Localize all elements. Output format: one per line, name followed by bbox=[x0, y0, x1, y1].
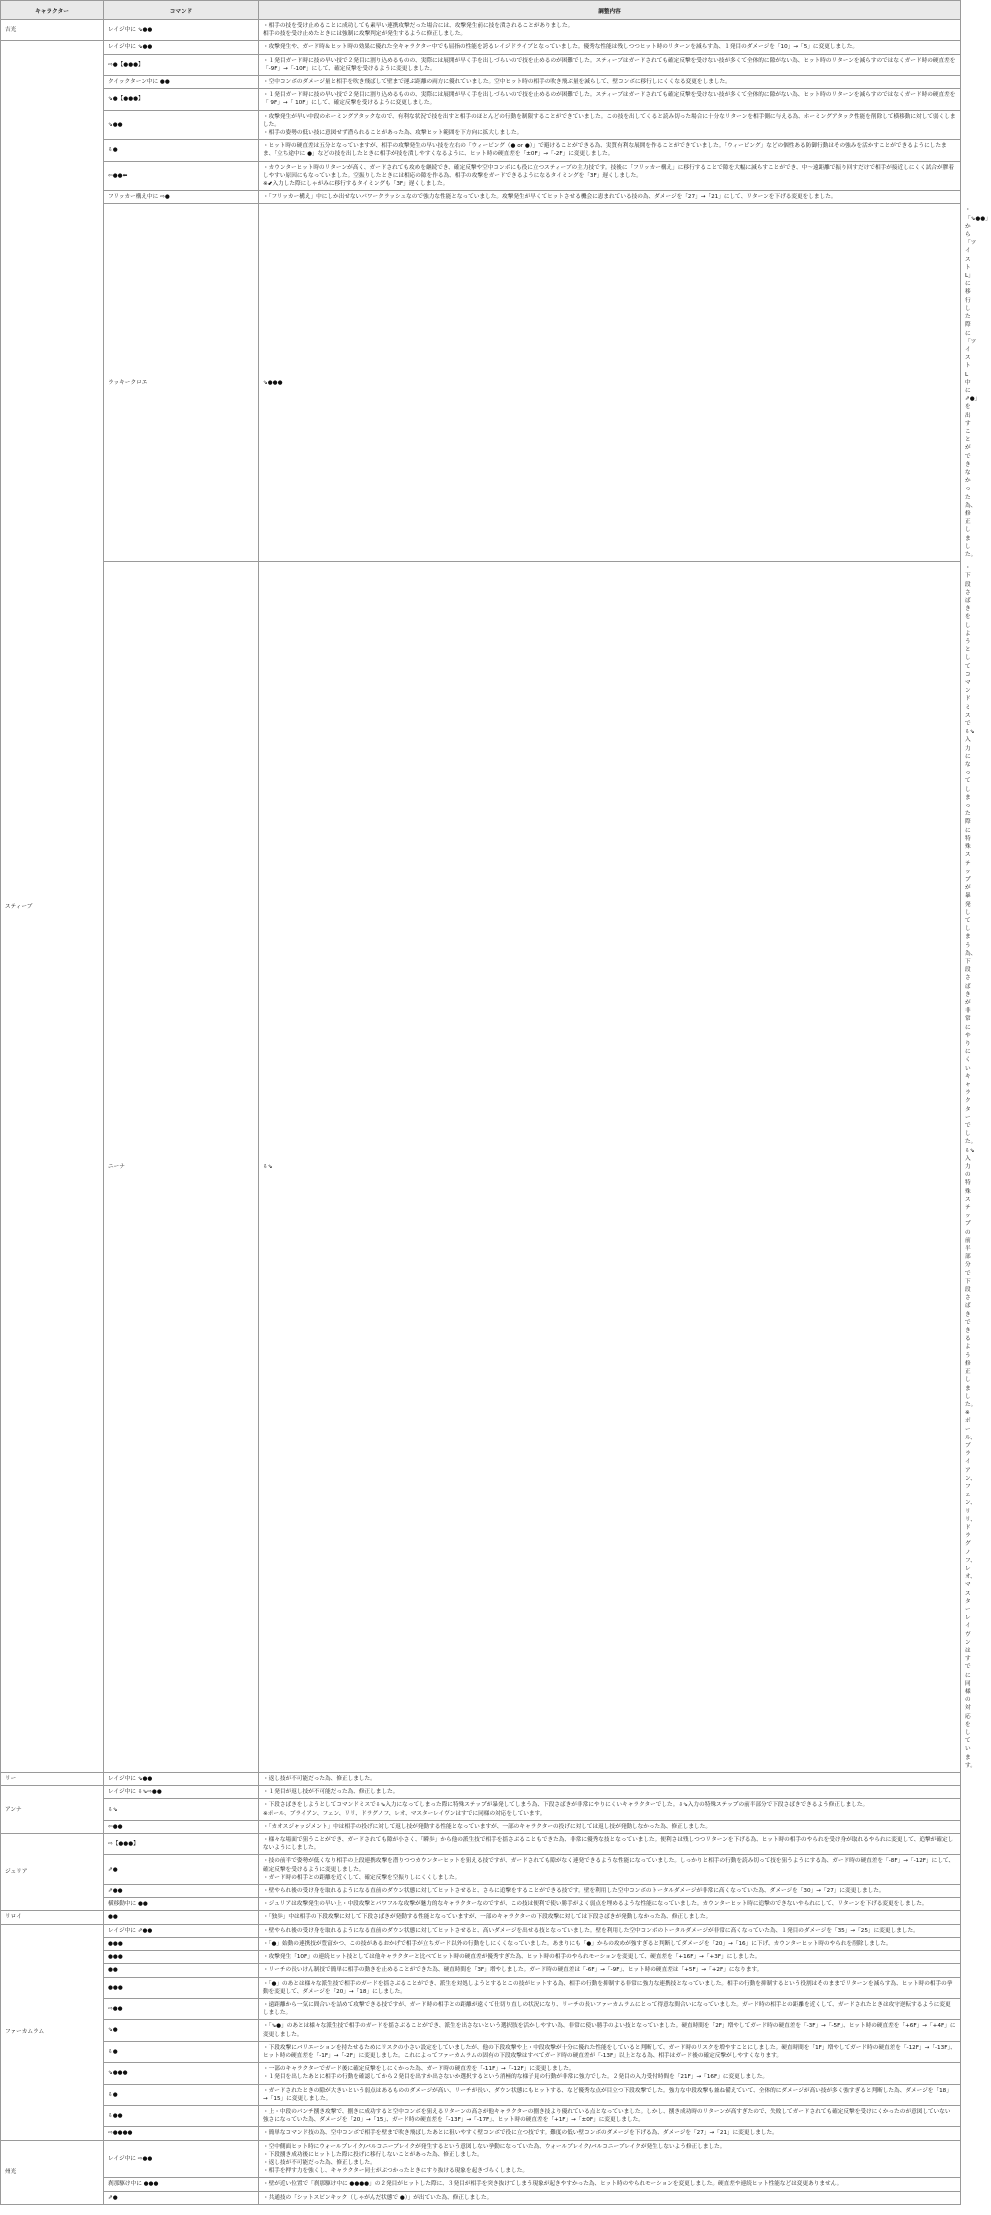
adjustment-content bbox=[259, 140, 961, 161]
character-name: 州光 bbox=[1, 2140, 104, 2204]
adjustment-line: ・「●」始動の連携技が豊富かつ、この技があるおかげで相手が立ちガード以外の行動をしにくくなっていました。あまりにも「●」からの攻めが強すぎると判断してダメージを「20」→「16」に下げ、カウンターヒット時のやられを削除しました。 bbox=[263, 1940, 892, 1947]
table-row bbox=[1, 1898, 961, 1911]
command-cell: ⇘●【●●●】 bbox=[104, 89, 259, 110]
adjustment-content bbox=[259, 2140, 961, 2178]
table-row bbox=[1, 2127, 961, 2140]
character-name: アンナ bbox=[1, 1786, 104, 1834]
adjustment-content bbox=[259, 1998, 961, 2019]
adjustment-line: ・ジュリアは攻撃発生の早い上・中段攻撃とパワフルな攻撃が魅力的なキャラクターなのですが、この技は便利で使い勝手がよく弱点を埋めるような性能になっていました。カウンターヒット時に追撃のできないやられにして、リターンを下げる変更をしました。 bbox=[263, 1901, 928, 1908]
adjustment-content bbox=[259, 2084, 961, 2105]
table-row bbox=[1, 1998, 961, 2019]
adjustment-line: ・「独歩」中は相手の下段攻撃に対して下段さばきが発動する性能となっていますが、一部のキャラクターの下段攻撃に対しては下段さばきが発動しなかった為、修正しました。 bbox=[263, 1914, 712, 1921]
table-row bbox=[1, 1773, 961, 1786]
command-cell: クイックターン中に ●● bbox=[104, 76, 259, 89]
adjustment-line: ・「⇘●」のあとは様々な派生技で相手のガードを揺さぶることができ、派生を出さないという選択肢を活かしやすい為、非常に使い勝手のよい技となっていました。硬直時間を「2F」増やしてガード時の硬直差を「-3F」→「-5F」、ヒット時の硬直差を「+6F」→「+4F」に変更しました。 bbox=[263, 2023, 956, 2038]
adjustment-line: ・壁やられ後の受け身を取れるようになる直前のダウン状態に対してヒットさせると、さらに追撃をすることができる技です。壁を利用した空中コンボのトータルダメージが非常に高くなっていた為、ダメージを「30」→「27」に変更しました。 bbox=[263, 1888, 885, 1895]
command-cell: ⇨●●●● bbox=[104, 2127, 259, 2140]
command-cell: レイジ中に ⇘●● bbox=[104, 41, 259, 54]
character-name: ニーナ bbox=[104, 562, 259, 1773]
character-name: ラッキークロエ bbox=[104, 204, 259, 562]
adjustment-line: ・返し技が不可能だった為、修正しました。 bbox=[263, 2159, 376, 2166]
adjustment-content bbox=[259, 1911, 961, 1924]
table-row bbox=[1, 2063, 961, 2084]
character-name: リロイ bbox=[1, 1911, 104, 1924]
adjustment-content bbox=[259, 1820, 961, 1833]
command-cell: ⇗●● bbox=[104, 1885, 259, 1898]
table-row bbox=[1, 41, 961, 54]
command-cell: ●● bbox=[104, 1964, 259, 1977]
command-cell: ●●● bbox=[104, 1951, 259, 1964]
table-row: ニーナ ⇩⇘ ・下段さばきをしようとしてコマンドミスで⇩⇘入力になってしまった際に特殊ステップが暴発してしまう為、下段さばきが非常にやりにくいキャラクターでした。⇩⇘入力の特殊ステップの前半部分で下段さばきできるよう修正しました。 ※ポール、ブライアン、フェン、リリ、ドラグノフ、レオ、マスターレイヴンはすでに同様の対応をしています。 bbox=[1, 562, 961, 1773]
character-name: 吉光 bbox=[1, 20, 104, 41]
adjustment-line: ・共通技の「シットスピンキック（しゃがんだ状態で ●）」が出ていた為、修正しました。 bbox=[263, 2194, 493, 2201]
adjustment-content bbox=[259, 2105, 961, 2126]
adjustment-line: ・攻撃発生が早い中段のホーミングアタックなので、有利な状況で技を出すと相手のほとんどの行動を制限することができていました。この技を出してくると読み切った場合に十分なリターンを相手側に与える為、ホーミングアタック性能を削除して横移動に対して弱くしました。 bbox=[263, 113, 956, 128]
command-cell: ⇨●● bbox=[104, 1998, 259, 2019]
adjustment-line: ※ポール、ブライアン、フェン、リリ、ドラグノフ、レオ、マスターレイヴンはすでに同様の対応をしています。 bbox=[263, 1810, 546, 1817]
character-name: ファーカムラム bbox=[1, 1924, 104, 2140]
adjustment-line: ・攻撃発生「10F」の連続ヒット技としては他キャラクターと比べてヒット時の硬直差が優秀すぎた為、ヒット時の相手のやられモーションを変更して、硬直差を「+16F」→「+3F」にしました。 bbox=[263, 1954, 761, 1961]
adjustment-content bbox=[259, 1951, 961, 1964]
command-cell: 刹那駆け中に ●●● bbox=[104, 2178, 259, 2191]
adjustment-content bbox=[259, 2127, 961, 2140]
adjustment-line: ・様々な場面で狙うことができ、ガードされても隙が小さく、「瞬歩」から他の派生技で相手を揺さぶることもできた為、非常に優秀な技となっていました。便利さは残しつつリターンを下げる為、ヒット時の相手のやられを受け身が取れるやられに変更して、追撃が確定しないようにしました。 bbox=[263, 1837, 954, 1852]
command-cell: ⇨●【●●●】 bbox=[104, 54, 259, 75]
adjustment-line: ・相手の姿勢の低い技に意図せず潜られることがあった為、攻撃ヒット範囲を下方向に拡大しました。 bbox=[263, 130, 523, 137]
command-cell: ⇘●●● bbox=[259, 204, 961, 562]
command-cell: ⇦●● bbox=[104, 1820, 259, 1833]
adjustment-content bbox=[259, 89, 961, 110]
adjustment-line: ・ガードされたときの隙が大きいという弱点はあるもののダメージが高い、リーチが長い、ダウン状態にもヒットする、など優秀な点が目立つ下段攻撃でした。強力な中段攻撃も兼ね備えていて、全体的にダメージが高い技が多く強すぎると判断した為、ダメージを「18」→「15」に変更しました。 bbox=[263, 2087, 952, 2102]
table-row bbox=[1, 140, 961, 161]
adjustment-content bbox=[259, 1977, 961, 1998]
command-cell: レイジ中に ⇨●● bbox=[104, 2140, 259, 2178]
header-character: キャラクター bbox=[1, 1, 104, 20]
adjustment-line: ・１発目が返し技が不可能だった為、修正しました。 bbox=[263, 1789, 399, 1796]
adjustment-content bbox=[259, 76, 961, 89]
adjustment-line: ・ガード時の相手との距離を近くして、確定反撃を空振りしにくくしました。 bbox=[263, 1874, 461, 1881]
adjustment-content bbox=[259, 1799, 961, 1820]
adjustment-content bbox=[259, 2191, 961, 2204]
command-cell: ●●● bbox=[104, 1977, 259, 1998]
table-row bbox=[1, 1911, 961, 1924]
adjustment-line: ・カウンターヒット時のリターンが高く、ガードされても攻めを継続でき、確定反撃や空中コンボにも役に立つスティーブの主力技です。技後に「フリッカー構え」に移行することで隙を大幅に減らすことができ、中～遠距離で振り回すだけで相手が接近しにくく試合が膠着しやすい原因にもなっていました。空振りしたときには相応の隙を作る為、相手の攻撃をガードできるようになるタイミングを「3F」遅くしました。 bbox=[263, 164, 954, 179]
adjustment-line: ・壁が近い位置で「刹那駆け中に ●●●●」の２発目がヒットした際に、３発目が相手を突き抜けてしまう現象が起きやすかった為、ヒット時のやられモーションを変更しました。硬直差や連続ヒット性能などは変更ありません。 bbox=[263, 2181, 843, 2188]
adjustment-line: ・空中コンボのダメージ量と相手を吹き飛ばして壁まで運ぶ距離の両方に優れていました。空中ヒット時の相手の吹き飛ぶ量を減らして、壁コンボに移行しにくくなる変更をしました。 bbox=[263, 79, 731, 86]
adjustment-line: ・上・中段のパンチ捌き攻撃で、捌きに成功すると空中コンボを狙えるリターンの高さが他キャラクターの捌き技より優れている点となっていました。しかし、捌き成功時のリターンが高すぎたので、失敗してガードされても確定反撃を受けにくかったのが意図していない強さになっていた為、ダメージを「20」→「15」、ガード時の硬直差を「-13F」→「-17F」、ヒット時の硬直差を「+1F」→「±0F」に変更しました。 bbox=[263, 2108, 951, 2124]
adjustment-content bbox=[259, 2041, 961, 2062]
adjustment-content bbox=[259, 1898, 961, 1911]
adjustment-content bbox=[259, 1937, 961, 1950]
adjustment-line: ・下段攻撃にバリエーションを持たせるためにリスクの小さい設定をしていましたが、他の下段攻撃や上・中段攻撃が十分に優れた性能をしていると判断して、ガード時のリスクを増やすことにしました。硬直時間を「1F」増やしてガード時の硬直差を「-12F」→「-13F」、ヒット時の硬直差を「-1F」→「-2F」に変更しました。これによってファーカムラムの固有の下段攻撃はすべてガード時の硬直差が「-13F」以上となる為、相手はガード後の確定反撃がしやすくなります。 bbox=[263, 2044, 956, 2059]
adjustment-line: ・下段捌き成功後にヒットした際に投げに移行しないことがあった為、修正しました。 bbox=[263, 2151, 483, 2158]
command-cell: ⇩● bbox=[104, 2041, 259, 2062]
table-body bbox=[1, 20, 991, 2205]
adjustment-line: 相手の技を受け止めたときには強制に攻撃判定が発生するように修正しました。 bbox=[263, 31, 467, 38]
command-cell: レイジ中に ⇘●● bbox=[104, 1773, 259, 1786]
table-row bbox=[1, 89, 961, 110]
adjustment-line: ・リーチの長いけん制技で簡単に相手の動きを止めることができた為、硬直時間を「3F」増やしました。ガード時の硬直差は「-6F」→「-9F」、ヒット時の硬直差は「+5F」→「+2F」になります。 bbox=[263, 1967, 763, 1974]
table-row bbox=[1, 2178, 961, 2191]
adjustment-content bbox=[259, 2178, 961, 2191]
header-command: コマンド bbox=[104, 1, 259, 20]
adjustment-content bbox=[259, 1855, 961, 1885]
adjustment-content bbox=[259, 1786, 961, 1799]
command-cell: フリッカー構え中に ⇨● bbox=[104, 191, 259, 204]
adjustment-content bbox=[259, 161, 961, 191]
table-row bbox=[1, 76, 961, 89]
adjustment-line: ・一部のキャラクターでガード後に確定反撃をしにくかった為、ガード時の硬直差を「-11F」→「-12F」に変更しました。 bbox=[263, 2066, 575, 2073]
adjustment-content bbox=[259, 20, 961, 41]
table-row bbox=[1, 110, 961, 140]
adjustment-line: ・空中側面ヒット時にウォールブレイク/バルコニーブレイクが発生するという意図しない挙動になっていた為、ウォールブレイク/バルコニーブレイクが発生しないよう修正しました。 bbox=[263, 2143, 726, 2150]
command-cell: ⇘●● bbox=[104, 110, 259, 140]
table-row bbox=[1, 2020, 961, 2041]
command-cell: ⇩● bbox=[104, 140, 259, 161]
table-row: ラッキークロエ ⇘●●● ・「⇘●●」から「ツイストL」に移行した際に「ツイストL中に ⇗●」を出すことができなかった為、修正しました。 bbox=[1, 204, 961, 562]
table-row bbox=[1, 1951, 961, 1964]
character-name: ジュリア bbox=[1, 1834, 104, 1911]
adjustment-line: ・１発目ガード時に技の早い技で２発目に割り込めるものの、実際には展開が早く手を出しづらいので技を止めるのが困難でした。スティーブはガードされても確定反撃を受けない技が多くて全体的に隙がない為、ヒット時のリターンを減らすのではなくガード時の硬直差を「 9F」→「 10F」にして、確定反撃を受けるように変更しました。 bbox=[263, 92, 956, 107]
table-row bbox=[1, 54, 961, 75]
table-row bbox=[1, 1964, 961, 1977]
adjustment-content bbox=[259, 191, 961, 204]
table-row bbox=[1, 1924, 961, 1937]
command-cell: ⇦●●⬅ bbox=[104, 161, 259, 191]
table-row bbox=[1, 2041, 961, 2062]
adjustment-line: ・壁やられ後の受け身を取れるようになる直前のダウン状態に対してヒットさせると、高いダメージを出せる技となっていました。壁を利用した空中コンボのトータルダメージが非常に高くなっていた為、１発目のダメージを「35」→「25」に変更しました。 bbox=[263, 1927, 919, 1934]
adjustment-line: ※⬋入力した際にしゃがみに移行するタイミングも「3F」遅くしました。 bbox=[263, 181, 449, 188]
adjustment-content bbox=[259, 1964, 961, 1977]
command-cell: レイジ中に ⇗●● bbox=[104, 1924, 259, 1937]
command-cell: ⇗● bbox=[104, 1855, 259, 1885]
table-row bbox=[1, 1855, 961, 1885]
adjustment-content bbox=[259, 54, 961, 75]
table-row bbox=[1, 1885, 961, 1898]
command-cell: ⇩● bbox=[104, 2084, 259, 2105]
adjustment-line: ・遠距離から一気に間合いを詰めて攻撃できる技ですが、ガード時の相手との距離が遠くて仕切り直しの状況になり、リーチの長いファーカムラムにとって得意な間合いになっていました。ガード時の相手との距離を近くして、ガードされたときは攻守逆転するように変更しました。 bbox=[263, 2001, 951, 2017]
adjustment-content bbox=[259, 1834, 961, 1855]
command-cell: ⇨【●●●】 bbox=[104, 1834, 259, 1855]
command-cell: レイジ中に ⇩⇘⇨●● bbox=[104, 1786, 259, 1799]
table-row bbox=[1, 1834, 961, 1855]
table-row bbox=[1, 161, 961, 191]
table-row bbox=[1, 1786, 961, 1799]
command-cell: ⇩●● bbox=[104, 2105, 259, 2126]
adjustment-line: ・「フリッカー構え」中にしか出せないパワークラッシュなので強力な性能となっていました。攻撃発生が早くてヒットさせる機会に恵まれている技の為、ダメージを「27」→「21」にして、リターンを下げる変更をしました。 bbox=[263, 194, 837, 201]
character-name: スティーブ bbox=[1, 41, 104, 1773]
adjustment-content bbox=[259, 41, 961, 54]
adjustment-content bbox=[259, 1773, 961, 1786]
adjustment-content bbox=[259, 2020, 961, 2041]
adjustment-line: ・１発目を出したあとに相手の行動を確認してから２発目を出すか出さないか選択するという消極的な様子見の行動が非常に強力でした。２発目の入力受付時間を「21F」→「16F」に変更しました。 bbox=[263, 2074, 769, 2081]
table-row bbox=[1, 2191, 961, 2204]
adjustment-line: ・「●」のあとは様々な派生技で相手のガードを揺さぶることができ、派生を対処しようとするとこの技がヒットする為、相手の行動を抑制する非常に強力な連携技となっていました。相手の行動を抑制するという役割はそのままでリターンを減らす為、ヒット時の相手の挙動を変更して、ダメージを「20」→「18」にしました。 bbox=[263, 1980, 953, 1995]
table-row bbox=[1, 2084, 961, 2105]
table-row bbox=[1, 2105, 961, 2126]
adjustment-line: ・相手を押す力を強くし、キャラクター同士がぶつかったときにすり抜ける現象を起きづらくしました。 bbox=[263, 2168, 528, 2175]
adjustment-content bbox=[259, 1924, 961, 1937]
command-cell: ⇩⇘ bbox=[259, 562, 961, 1773]
adjustment-line: ・１発目ガード時に技の早い技で２発目に割り込めるものの、実際には展開が早く手を出しづらいので技を止めるのが困難でした。スティーブはガードされても確定反撃を受けない技が多くて全体的に隙がない為、ヒット時のリターンを減らすのではなくガード時の硬直差を「-9F」→「-10F」にして、確定反撃を受けるように変更しました。 bbox=[263, 57, 956, 72]
table-row bbox=[1, 1937, 961, 1950]
adjustment-content bbox=[259, 1885, 961, 1898]
command-cell: ⇘● bbox=[104, 2020, 259, 2041]
adjustment-content bbox=[259, 2063, 961, 2084]
character-name: リー bbox=[1, 1773, 104, 1786]
command-cell: ●●● bbox=[104, 1937, 259, 1950]
command-cell: ⇘●●● bbox=[104, 2063, 259, 2084]
adjustment-content bbox=[259, 110, 961, 140]
table-row bbox=[1, 1977, 961, 1998]
command-cell: ⇗● bbox=[104, 2191, 259, 2204]
adjustment-line: ・攻撃発生や、ガード時＆ヒット時の効果に優れた全キャラクター中でも屈指の性能を誇るレイジドライブとなっていました。優秀な性能は残しつつヒット時のリターンを減らす為、１発目のダメージを「10」→「5」に変更しました。 bbox=[263, 44, 859, 51]
table-row bbox=[1, 1799, 961, 1820]
command-cell: 横移動中に ●● bbox=[104, 1898, 259, 1911]
table-header-row bbox=[1, 1, 961, 20]
table-row bbox=[1, 2140, 961, 2178]
adjustment-line: ・相手の技を受け止めることに成功しても素早い連携攻撃だった場合には、攻撃発生前に技を潰されることがありました。 bbox=[263, 23, 574, 29]
adjustment-line: ・返し技が不可能だった為、修正しました。 bbox=[263, 1776, 376, 1783]
adjustment-line: ・「カオスジャッジメント」中は相手の投げに対して返し技が発動する性能となっていますが、一部のキャラクターの投げに対しては返し技が発動しなかった為、修正しました。 bbox=[263, 1823, 711, 1830]
adjustment-line: ・下段さばきをしようとしてコマンドミスで⇩⇘入力になってしまった際に特殊ステップが暴発してしまう為、下段さばきが非常にやりにくいキャラクターでした。⇩⇘入力の特殊ステップの前半部分で下段さばきできるよう修正しました。 bbox=[263, 1802, 869, 1809]
adjustment-line: ・ヒット時の硬直差は五分となっていますが、相手の攻撃発生の早い技を左右の「ウィービング（● or ●）」で避けることができる為、実質有利な展開を作ることができていました。「ウィービング」などの個性ある防御行動はその強みを活かすことができるようにしたまま、「立ち途中に ●」などの技を出したときに相手が技を潰しやすくなるように、ヒット時の硬直差を「±0F」→「-2F」に変更しました。 bbox=[263, 143, 947, 158]
table-row bbox=[1, 20, 961, 41]
adjustment-line: ・簡単なコマンド技の為、空中コンボで相手を壁まで吹き飛ばしたあとに狙いやすく壁コンボで役に立つ技です。難度の低い壁コンボのダメージを下げる為、ダメージを「27」→「21」に変更しました。 bbox=[263, 2130, 778, 2137]
header-content: 調整内容 bbox=[259, 1, 961, 20]
table-row bbox=[1, 191, 961, 204]
command-cell: ●● bbox=[104, 1911, 259, 1924]
adjustment-line: ・技の前半で姿勢が低くなり相手の上段連携攻撃を潜りつつカウンターヒットを狙える技ですが、ガードされても隙がなく連発できるような性能になっていました。しっかりと相手の行動を読み切って技を狙うようにする為、ガード時の硬直差を「-8F」→「-12F」にして、確定反撃を受けるように変更しました。 bbox=[263, 1858, 955, 1873]
command-cell: レイジ中に ⇘●● bbox=[104, 20, 259, 41]
command-cell: ⇩⇘ bbox=[104, 1799, 259, 1820]
table-row bbox=[1, 1820, 961, 1833]
